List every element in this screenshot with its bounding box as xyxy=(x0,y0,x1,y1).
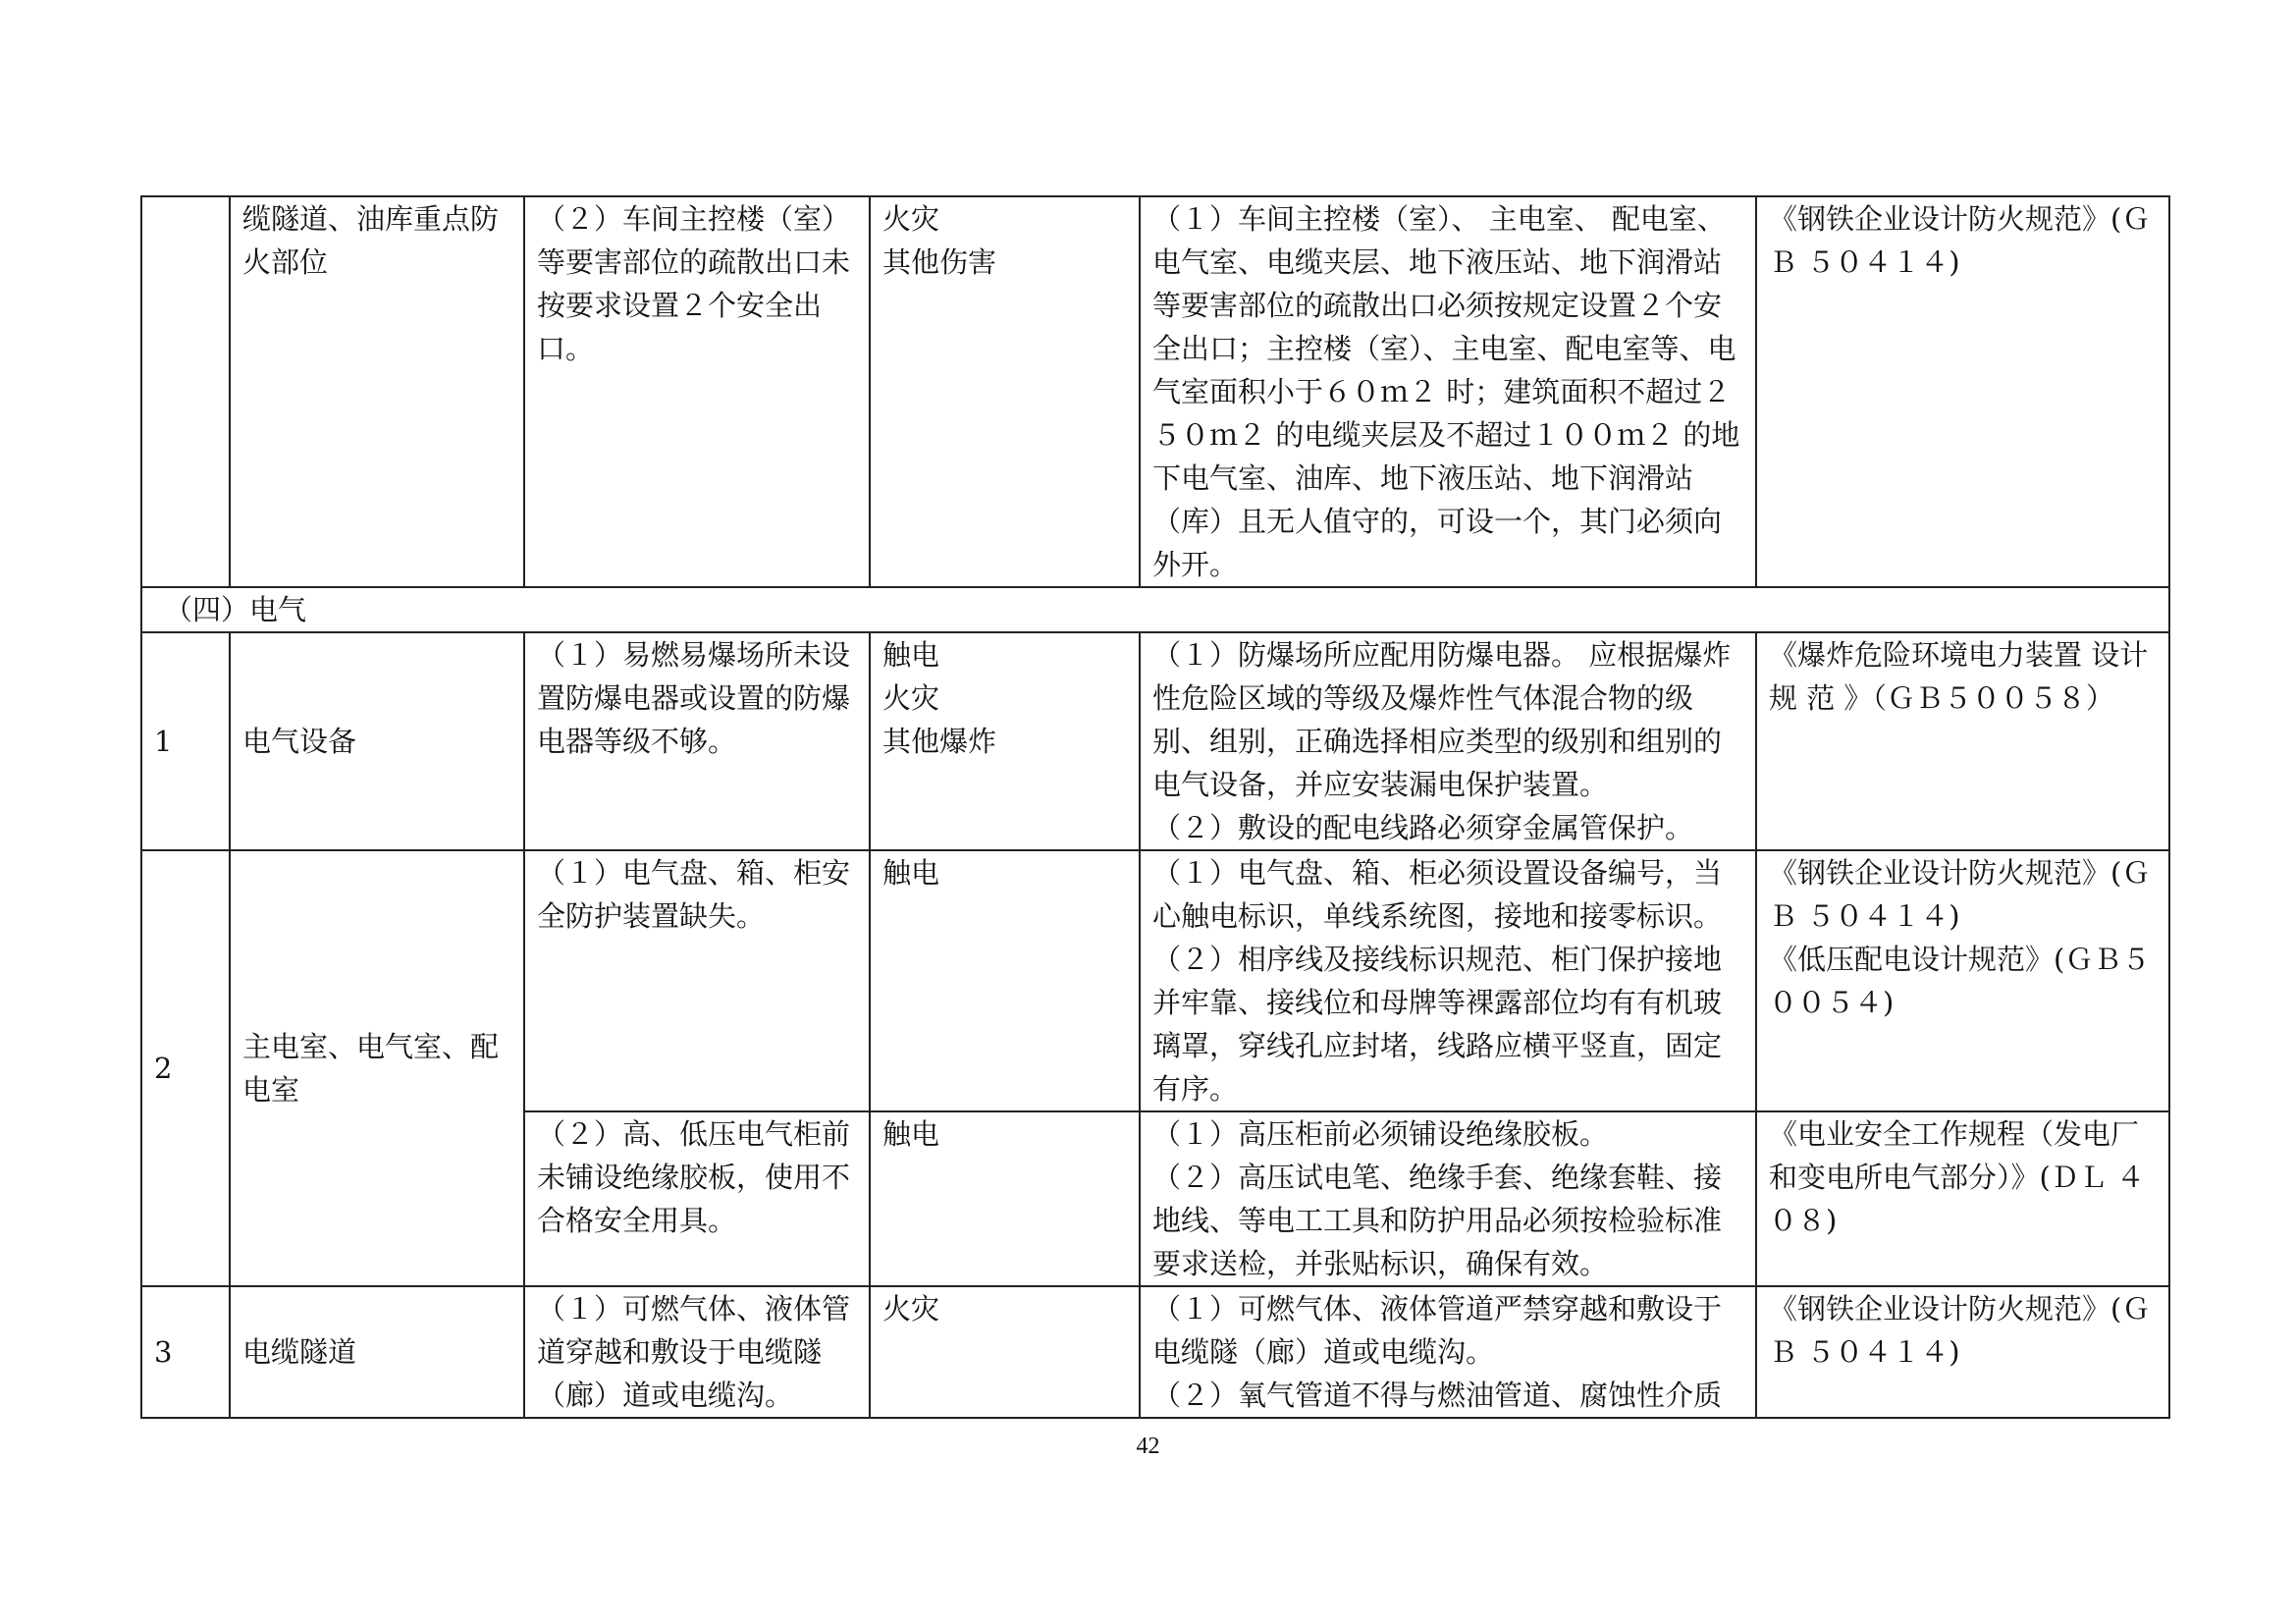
requirement-cell: （１）车间主控楼（室）、 主电室、 配电室、电气室、电缆夹层、地下液压站、地下润滑站等要害部位的疏散出口必须按规定设置２个安全出口；主控楼（室）、主电室、配电室等、电气室面积小于６０ｍ２ 时；建筑面积不超过２５０ｍ２ 的电缆夹层及不超过１００ｍ２ 的地下电气室、油库、地下液压站、地下润滑站（库）且无人值守的，可设一个，其门必须向外开。 xyxy=(1140,196,1756,587)
basis-cell: 《钢铁企业设计防火规范》(ＧＢ ５０４１４) 《低压配电设计规范》(ＧＢ５００５４) xyxy=(1756,850,2169,1111)
basis-cell: 《钢铁企业设计防火规范》(ＧＢ ５０４１４) xyxy=(1756,1286,2169,1418)
location-cell: 电缆隧道 xyxy=(230,1286,524,1418)
section-header: （四）电气 xyxy=(141,587,2169,632)
location-cell: 缆隧道、油库重点防火部位 xyxy=(230,196,524,587)
hazard-cell: （１）易燃易爆场所未设置防爆电器或设置的防爆电器等级不够。 xyxy=(524,632,870,850)
number-cell: 2 xyxy=(141,850,230,1286)
location-cell: 主电室、电气室、配电室 xyxy=(230,850,524,1286)
requirement-cell: （１）可燃气体、液体管道严禁穿越和敷设于电缆隧（廊）道或电缆沟。 （２）氧气管道不得与燃油管道、腐蚀性介质 xyxy=(1140,1286,1756,1418)
table-row xyxy=(141,850,2169,1111)
basis-cell: 《电业安全工作规程（发电厂和变电所电气部分）》(ＤＬ ４０８) xyxy=(1756,1111,2169,1286)
number-cell: 3 xyxy=(141,1286,230,1418)
page-number: 42 xyxy=(1136,1434,1160,1459)
location-cell: 电气设备 xyxy=(230,632,524,850)
table-row xyxy=(141,632,2169,850)
hazard-cell: （１）电气盘、箱、柜安全防护装置缺失。 xyxy=(524,850,870,1111)
basis-cell: 《钢铁企业设计防火规范》(ＧＢ ５０４１４) xyxy=(1756,196,2169,587)
hazard-table xyxy=(140,195,2170,1419)
table-row xyxy=(141,1286,2169,1418)
requirement-cell: （１）电气盘、箱、柜必须设置设备编号，当心触电标识，单线系统图，接地和接零标识。 （２）相序线及接线标识规范、柜门保护接地并牢靠、接线位和母牌等裸露部位均有有机玻璃罩，穿线孔应封堵，线路应横平竖直，固定有序。 xyxy=(1140,850,1756,1111)
hazard-cell: （１）可燃气体、液体管道穿越和敷设于电缆隧（廊）道或电缆沟。 xyxy=(524,1286,870,1418)
hazard-cell: （２）高、低压电气柜前未铺设绝缘胶板，使用不合格安全用具。 xyxy=(524,1111,870,1286)
section-header-row xyxy=(141,587,2169,632)
accident-type-cell: 火灾 xyxy=(870,1286,1140,1418)
basis-cell: 《爆炸危险环境电力装置 设计 规 范 》（ＧＢ５００５８） xyxy=(1756,632,2169,850)
number-cell: 1 xyxy=(141,632,230,850)
accident-type-cell: 火灾 其他伤害 xyxy=(870,196,1140,587)
number-cell xyxy=(141,196,230,587)
hazard-cell: （２）车间主控楼（室）等要害部位的疏散出口未按要求设置２个安全出口。 xyxy=(524,196,870,587)
requirement-cell: （１）高压柜前必须铺设绝缘胶板。 （２）高压试电笔、绝缘手套、绝缘套鞋、接地线、等电工工具和防护用品必须按检验标准要求送检，并张贴标识，确保有效。 xyxy=(1140,1111,1756,1286)
table-row-continued xyxy=(141,196,2169,587)
requirement-cell: （１）防爆场所应配用防爆电器。 应根据爆炸性危险区域的等级及爆炸性气体混合物的级别、组别，正确选择相应类型的级别和组别的电气设备，并应安装漏电保护装置。 （２）敷设的配电线路必须穿金属管保护。 xyxy=(1140,632,1756,850)
accident-type-cell: 触电 xyxy=(870,850,1140,1111)
accident-type-cell: 触电 火灾 其他爆炸 xyxy=(870,632,1140,850)
accident-type-cell: 触电 xyxy=(870,1111,1140,1286)
